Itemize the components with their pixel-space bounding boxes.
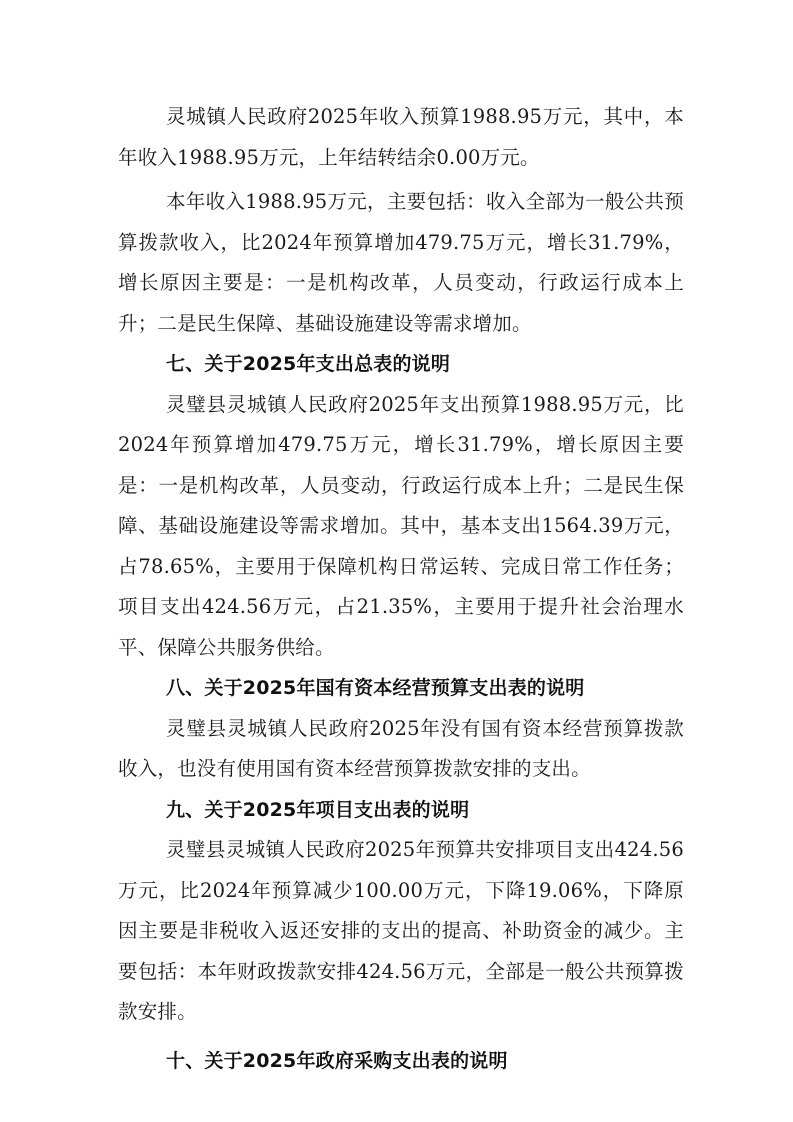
section-heading-7: 七、关于2025年支出总表的说明 [166,353,451,375]
section-heading-10: 十、关于2025年政府采购支出表的说明 [166,1049,508,1072]
section-heading-8: 八、关于2025年国有资本经营预算支出表的说明 [166,677,585,699]
paragraph-income-budget: 灵城镇人民政府2025年收入预算1988.95万元，其中，本年收入1988.95万元，上年结转结余0.00万元。 [118,105,684,169]
document-body [118,97,684,1081]
paragraph-project-expenditure: 灵璧县灵城镇人民政府2025年预算共安排项目支出424.56万元，比2024年预算减少100.00万元，下降19.06%，下降原因主要是非税收入返还安排的支出的提高、补助资金的减少。主要包括：本年财政拨款安排424.56万元，全部是一般公共预算拨款安排。 [118,838,684,1023]
paragraph-state-capital: 灵璧县灵城镇人民政府2025年没有国有资本经营预算拨款收入，也没有使用国有资本经营预算拨款安排的支出。 [118,716,684,780]
section-heading-9: 九、关于2025年项目支出表的说明 [166,798,470,821]
paragraph-income-detail: 本年收入1988.95万元，主要包括：收入全部为一般公共预算拨款收入，比2024年预算增加479.75万元，增长31.79%，增长原因主要是：一是机构改革，人员变动，行政运行成本上升；二是民生保障、基础设施建设等需求增加。 [118,190,684,335]
paragraph-expenditure-summary: 灵璧县灵城镇人民政府2025年支出预算1988.95万元，比2024年预算增加479.75万元，增长31.79%，增长原因主要是：一是机构改革，人员变动，行政运行成本上升；二是民生保障、基础设施建设等需求增加。其中，基本支出1564.39万元，占78.65%，主要用于保障机构日常运转、完成日常工作任务；项目支出424.56万元，占21.35%，主要用于提升社会治理水平、保障公共服务供给。 [118,392,684,659]
